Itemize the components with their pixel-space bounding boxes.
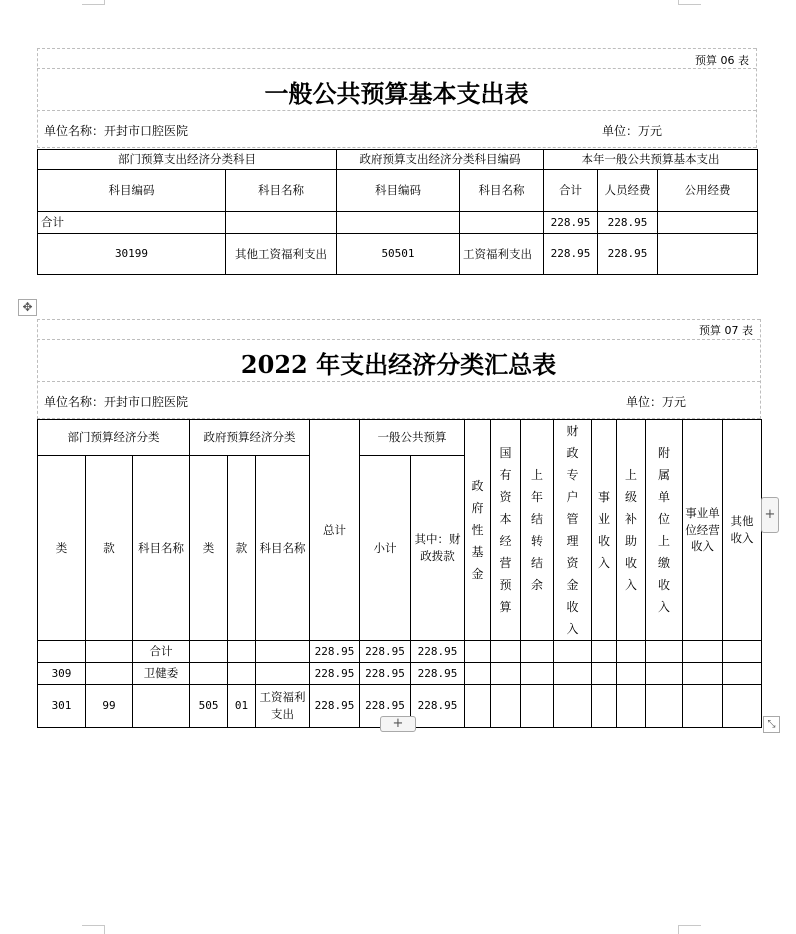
- page-corner-mark: [82, 0, 105, 5]
- table-cell: 50501: [337, 234, 460, 275]
- group-header-gov: 政府预算支出经济分类科目编码: [337, 150, 544, 170]
- table-cell: [86, 641, 133, 663]
- table-cell: 合计: [133, 641, 190, 663]
- table-cell: [190, 641, 228, 663]
- header-last-year: 上年结转结余: [521, 420, 554, 641]
- add-column-button[interactable]: +: [761, 497, 779, 533]
- table-cell: 228.95: [360, 663, 411, 685]
- unit-label: 单位：万元: [602, 124, 663, 138]
- table-cell: [491, 685, 521, 728]
- table-cell: [646, 685, 683, 728]
- group-header-general: 一般公共预算: [360, 420, 465, 456]
- table-row: [38, 212, 758, 234]
- header-business: 事业收入: [592, 420, 617, 641]
- table-cell: [256, 663, 310, 685]
- header-state-capital: 国有资本经营预算: [491, 420, 521, 641]
- table-cell: 卫健委: [133, 663, 190, 685]
- table-cell: [658, 234, 758, 275]
- table-cell: [592, 663, 617, 685]
- table-cell: 228.95: [411, 685, 465, 728]
- table-cell: [617, 685, 646, 728]
- header-unit-business: 事业单位经营收入: [683, 420, 723, 641]
- table-cell: 合计: [38, 212, 226, 234]
- table-cell: [723, 641, 762, 663]
- table-cell: 228.95: [360, 641, 411, 663]
- table-cell: 228.95: [411, 641, 465, 663]
- table-number: 预算 06 表: [695, 54, 749, 67]
- table-cell: [723, 663, 762, 685]
- table-cell: [226, 212, 337, 234]
- table-cell: 309: [38, 663, 86, 685]
- header-subtotal: 小计: [360, 456, 411, 641]
- header-fiscal: 其中：财政拨款: [411, 456, 465, 641]
- table-cell: [228, 641, 256, 663]
- budget-table-06-block: [37, 48, 757, 278]
- unit-label: 单位：万元: [626, 395, 687, 409]
- header-code: 科目编码: [38, 170, 226, 212]
- table-cell: 228.95: [598, 212, 658, 234]
- budget-table-07: [37, 419, 762, 728]
- table-cell: [521, 641, 554, 663]
- table-cell: [491, 663, 521, 685]
- table-cell: 其他工资福利支出: [226, 234, 337, 275]
- table-cell: 228.95: [544, 212, 598, 234]
- table-cell: [617, 641, 646, 663]
- table-cell: 505: [190, 685, 228, 728]
- table-cell: [491, 641, 521, 663]
- table-cell: [133, 685, 190, 728]
- table-cell: 228.95: [360, 685, 411, 728]
- table-cell: [228, 663, 256, 685]
- group-header-dept: 部门预算经济分类: [38, 420, 190, 456]
- header-name: 科目名称: [133, 456, 190, 641]
- table-cell: [337, 212, 460, 234]
- header-lei: 类: [38, 456, 86, 641]
- table-row: [38, 641, 762, 663]
- resize-icon[interactable]: ⤡: [763, 716, 780, 733]
- table-cell: 228.95: [310, 663, 360, 685]
- table-cell: [646, 641, 683, 663]
- table-cell: [521, 685, 554, 728]
- table-cell: [465, 663, 491, 685]
- table-cell: 301: [38, 685, 86, 728]
- table-cell: 228.95: [544, 234, 598, 275]
- header-affiliated: 附属单位上缴收入: [646, 420, 683, 641]
- table-cell: 228.95: [411, 663, 465, 685]
- group-header-dept: 部门预算支出经济分类科目: [38, 150, 337, 170]
- table-cell: [554, 685, 592, 728]
- header-total: 合计: [544, 170, 598, 212]
- group-header-general: 本年一般公共预算基本支出: [544, 150, 758, 170]
- header-public: 公用经费: [658, 170, 758, 212]
- table-cell: 01: [228, 685, 256, 728]
- header-name: 科目名称: [460, 170, 544, 212]
- table-cell: [554, 663, 592, 685]
- table-cell: 228.95: [310, 685, 360, 728]
- table-number: 预算 07 表: [699, 324, 753, 337]
- table-cell: 228.95: [310, 641, 360, 663]
- budget-table-07-block: [37, 319, 761, 719]
- header-total: 总计: [310, 420, 360, 641]
- table-cell: [683, 663, 723, 685]
- table-cell: [465, 641, 491, 663]
- header-lei: 类: [190, 456, 228, 641]
- table-cell: [465, 685, 491, 728]
- table-cell: 99: [86, 685, 133, 728]
- budget-table-06: [37, 149, 758, 275]
- table-cell: 228.95: [598, 234, 658, 275]
- table-cell: [592, 641, 617, 663]
- header-code: 科目编码: [337, 170, 460, 212]
- table-cell: [38, 641, 86, 663]
- header-special-account: 财政专户管理资金收入: [554, 420, 592, 641]
- table-move-icon[interactable]: ✥: [18, 299, 37, 316]
- add-row-button[interactable]: +: [380, 716, 416, 732]
- table-cell: 工资福利支出: [460, 234, 544, 275]
- group-header-gov: 政府预算经济分类: [190, 420, 310, 456]
- header-name: 科目名称: [226, 170, 337, 212]
- table-cell: [256, 641, 310, 663]
- header-superior: 上级补助收入: [617, 420, 646, 641]
- table-cell: [683, 641, 723, 663]
- table-row: [38, 234, 758, 275]
- header-name: 科目名称: [256, 456, 310, 641]
- table-cell: [460, 212, 544, 234]
- table-cell: [723, 685, 762, 728]
- table-cell: [554, 641, 592, 663]
- page-corner-mark: [678, 0, 701, 5]
- table-cell: [658, 212, 758, 234]
- table-cell: [592, 685, 617, 728]
- unit-name-label: 单位名称：开封市口腔医院: [44, 124, 189, 138]
- header-gov-fund: 政府性基金: [465, 420, 491, 641]
- table-title: 一般公共预算基本支出表: [264, 79, 529, 108]
- header-kuan: 款: [86, 456, 133, 641]
- table-cell: [86, 663, 133, 685]
- table-cell: [683, 685, 723, 728]
- table-cell: [190, 663, 228, 685]
- table-cell: [617, 663, 646, 685]
- table-cell: 30199: [38, 234, 226, 275]
- table-cell: [521, 663, 554, 685]
- unit-name-label: 单位名称：开封市口腔医院: [44, 395, 189, 409]
- header-kuan: 款: [228, 456, 256, 641]
- table-cell: 工资福利支出: [256, 685, 310, 728]
- header-personnel: 人员经费: [598, 170, 658, 212]
- table-row: [38, 663, 762, 685]
- table-cell: [646, 663, 683, 685]
- table-title: 2022 年支出经济分类汇总表: [240, 350, 557, 379]
- header-other: 其他收入: [723, 420, 762, 641]
